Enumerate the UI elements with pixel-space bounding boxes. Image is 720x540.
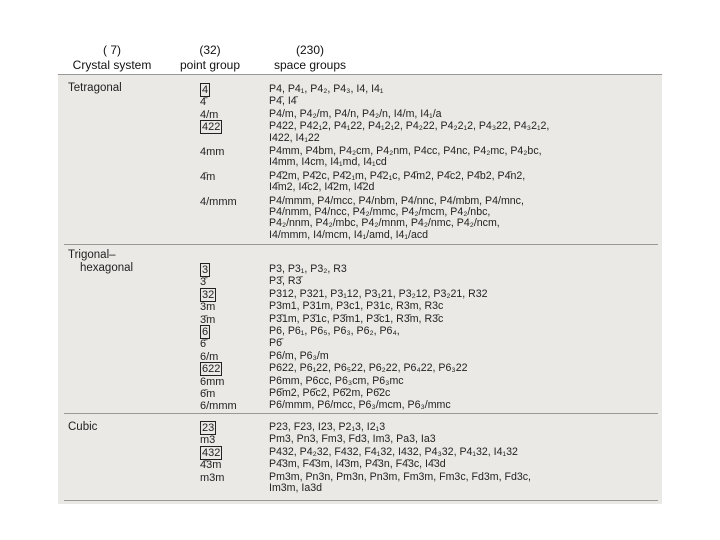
- point-group-tetragonal-0: [200, 84, 210, 97]
- space-group-line: I4/mmm, I4/mcm, I4₁/amd, I4₁/acd: [269, 228, 429, 241]
- point-group-symbol: 6̄m: [200, 388, 216, 400]
- point-group-symbol: 23: [202, 422, 215, 434]
- point-group-symbol: m3: [200, 434, 216, 447]
- point-group-tetragonal-1: [200, 96, 206, 109]
- space-group-line: P4, P4₁, P4₂, P4₃, I4, I4₁: [269, 83, 384, 95]
- space-group-line: Pm3, Pn3, Fm3, Fd3, Im3, Pa3, Ia3: [269, 433, 436, 446]
- point-group-symbol: 4: [202, 84, 209, 96]
- point-group-symbol: 6/m: [200, 350, 219, 363]
- space-group-line: P422, P42₁2, P4₁22, P4₁2₁2, P4₂22, P4₂2₁2, P4₃22, P4₃2₁2,: [269, 120, 550, 133]
- space-group-line: P3, P3₁, P3₂, R3: [269, 263, 347, 275]
- space-group-line: P3m1, P31m, P3c1, P31c, R3m, R3c: [269, 300, 444, 313]
- point-group-trigonal-5: [200, 326, 210, 339]
- space-group-line: P622, P6₁22, P6₅22, P6₂22, P6₄22, P6₃22: [269, 362, 468, 375]
- space-group-line: P3̄, R3̄: [269, 275, 302, 288]
- point-group-symbol: 622: [202, 363, 221, 376]
- section-divider-trigonal: [64, 244, 658, 245]
- space-group-line: P6/mmm, P6/mcc, P6₃/mcm, P6₃/mmc: [269, 399, 451, 412]
- crystal-system-tetragonal: Tetragonal: [68, 82, 122, 94]
- point-group-symbol: 3̄m: [200, 313, 216, 326]
- point-group-symbol: 4̄: [200, 96, 207, 109]
- space-group-line: P4̄2m, P4̄2c, P4̄2₁m, P4̄2₁c, P4̄m2, P4̄c2, P4̄b2, P4̄n2,: [269, 169, 526, 182]
- section-divider-top: [58, 74, 662, 75]
- space-group-line: I422, I4₁22: [269, 131, 320, 144]
- point-group-cubic-0: [200, 422, 216, 435]
- point-group-trigonal-6: [200, 338, 206, 351]
- point-group-symbol: 6/mmm: [200, 400, 237, 413]
- header-point-group-count: (32): [199, 43, 221, 57]
- point-group-symbol: 432: [202, 446, 221, 459]
- point-group-symbol: 3m: [200, 301, 216, 314]
- point-group-tetragonal-5: [200, 171, 215, 184]
- point-group-symbol: 3: [202, 264, 209, 276]
- header-crystal-system: [62, 43, 162, 73]
- space-group-line: Pm3m, Pn3n, Pm3n, Pn3m, Fm3m, Fm3c, Fd3m, Fd3c,: [269, 470, 531, 483]
- point-group-trigonal-2: [200, 289, 216, 302]
- space-group-line: P4mm, P4bm, P4₂cm, P4₂nm, P4cc, P4nc, P4₂mc, P4₂bc,: [269, 145, 542, 157]
- space-group-line: P432, P4₂32, F432, F4₁32, I432, P4₃32, P4₁32, I4₁32: [269, 445, 518, 458]
- space-group-line: I4̄m2, I4̄c2, I4̄2m, I4̄2d: [269, 181, 375, 194]
- space-group-line: P4/nmm, P4/ncc, P4₂/mmc, P4₂/mcm, P4₂/nbc,: [269, 206, 491, 218]
- point-group-trigonal-8: [200, 363, 222, 376]
- point-group-symbol: 4/m: [200, 108, 219, 121]
- space-group-line: P6mm, P6cc, P6₃cm, P6₃mc: [269, 374, 404, 387]
- point-group-cubic-4: [200, 472, 224, 485]
- header-crystal-system-label: Crystal system: [72, 58, 152, 72]
- point-group-cubic-2: [200, 447, 222, 460]
- space-group-line: I4mm, I4cm, I4₁md, I4₁cd: [269, 156, 387, 169]
- crystal-system-hexagonal: hexagonal: [80, 262, 134, 274]
- point-group-symbol: 4̄m: [200, 170, 216, 183]
- space-group-line: P6̄m2, P6̄c2, P6̄2m, P6̄2c: [269, 387, 391, 399]
- point-group-symbol: 6: [202, 326, 209, 338]
- point-group-symbol: 32: [202, 288, 215, 301]
- space-group-line: P312, P321, P3₁12, P3₁21, P3₂12, P3₂21, R32: [269, 287, 488, 300]
- space-group-line: P4̄3m, F4̄3m, I4̄3m, P4̄3n, F4̄3c, I4̄3d: [269, 458, 446, 471]
- header-space-groups-label: space groups: [273, 58, 347, 72]
- header-point-group: [165, 43, 255, 73]
- space-group-line: P4/m, P4₂/m, P4/n, P4₂/n, I4/m, I4₁/a: [269, 107, 442, 120]
- space-group-line: P4/mmm, P4/mcc, P4/nbm, P4/nnc, P4/mbm, P4/mnc,: [269, 194, 524, 207]
- point-group-tetragonal-3: [200, 121, 222, 134]
- point-group-trigonal-9: [200, 376, 224, 389]
- point-group-tetragonal-4: [200, 146, 224, 159]
- header-point-group-label: point group: [179, 58, 241, 72]
- space-group-line: P6, P6₁, P6₅, P6₃, P6₂, P6₄,: [269, 325, 400, 337]
- section-divider-bottom: [64, 500, 658, 501]
- space-group-line: P3̄1m, P3̄1c, P3̄m1, P3̄c1, R3̄m, R3̄c: [269, 312, 444, 325]
- point-group-trigonal-0: [200, 264, 210, 277]
- point-group-cubic-3: [200, 459, 221, 472]
- header-crystal-system-count: ( 7): [103, 43, 121, 57]
- point-group-symbol: 3̄: [200, 276, 207, 289]
- crystal-system-trigonal: Trigonal–: [68, 249, 116, 261]
- header-space-groups: [260, 43, 360, 73]
- point-group-symbol: 6̄: [200, 338, 207, 351]
- space-group-line: P4̄, I4̄: [269, 95, 297, 108]
- header-space-groups-count: (230): [295, 43, 324, 57]
- point-group-tetragonal-6: [200, 196, 237, 209]
- point-group-symbol: 4̄3m: [200, 459, 222, 472]
- crystal-system-cubic: Cubic: [68, 421, 98, 433]
- point-group-symbol: 422: [202, 121, 221, 134]
- space-group-line: P6/m, P6₃/m: [269, 349, 329, 362]
- point-group-trigonal-11: [200, 400, 237, 413]
- point-group-symbol: m3m: [200, 471, 225, 484]
- space-group-line: P6̄: [269, 337, 282, 350]
- point-group-symbol: 4/mmm: [200, 195, 237, 208]
- section-divider-cubic: [64, 413, 658, 414]
- point-group-trigonal-10: [200, 388, 215, 401]
- point-group-trigonal-3: [200, 301, 215, 314]
- point-group-symbol: 6mm: [200, 375, 225, 388]
- space-group-line: P23, F23, I23, P2₁3, I2₁3: [269, 421, 386, 433]
- point-group-symbol: 4mm: [200, 146, 225, 158]
- space-group-line: Im3m, Ia3d: [269, 482, 322, 494]
- space-group-line: P4₂/nnm, P4₂/mbc, P4₂/mnm, P4₂/nmc, P4₂/ncm,: [269, 217, 500, 230]
